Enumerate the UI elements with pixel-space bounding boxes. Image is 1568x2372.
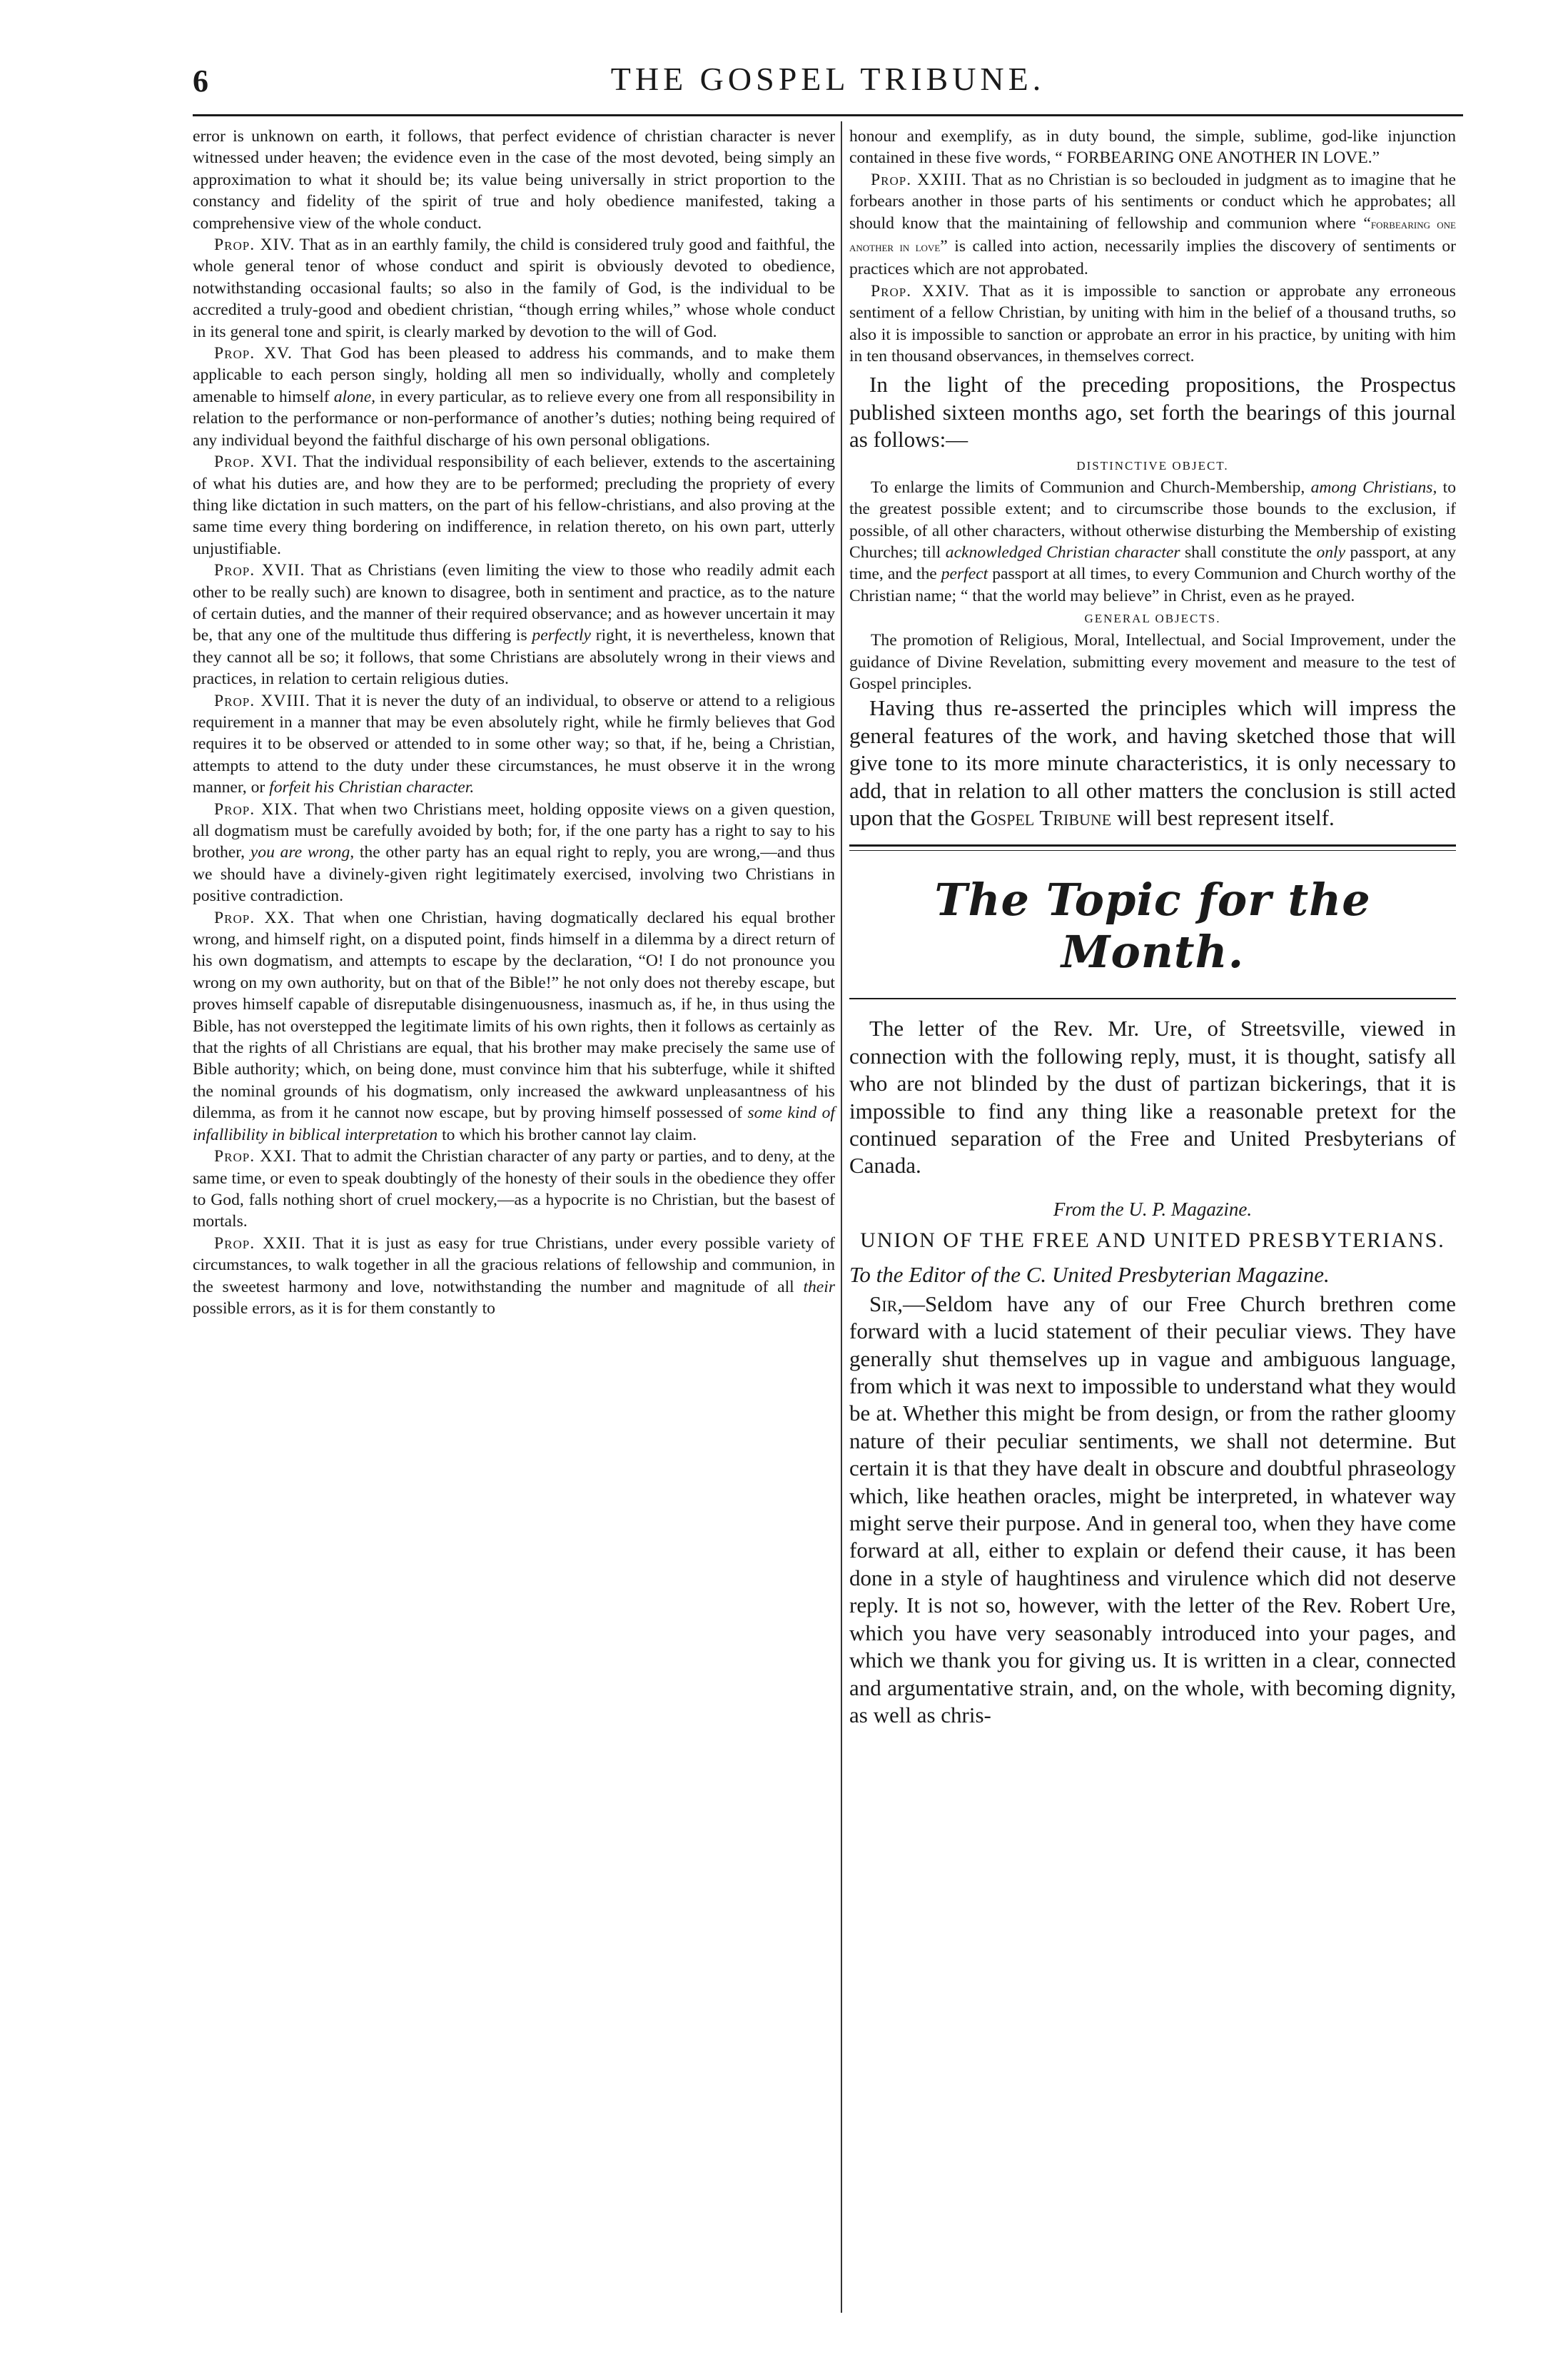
prop-text: the other party has an equal right to reply, you are wrong,—and thus we should have a divinely-given right legitimately exercised, involving two Christians in positive contradiction. [193, 843, 835, 906]
caps-span: Gospel Tribune [970, 804, 1112, 830]
prop-text: That as in an earthly family, the child is considered truly good and faithful, the whole general tenor of whose conduct and spirit is obviously devoted to obedience, notwithstanding occasional faults; so also in the family of God, is the individual to be accredited a truly-good and obedient christian, “though erring whiles,” whose whole conduct in its general tone and spirit, is clearly marked by devotion to the will of God. [193, 236, 835, 341]
prop-emphasis: their [803, 1277, 835, 1296]
intro-paragraph: error is unknown on earth, it follows, that perfect evidence of christian character is never witnessed under heaven; the evidence even in the case of the most devoted, being simply an approximation to what it should be; its value being universally in strict proportion to the constancy and fidelity of the spirit of true and holy obedience manifested, taking a comprehensive view of the whole conduct. [193, 127, 835, 233]
emphasis-span: only [1316, 542, 1346, 562]
page-header [193, 60, 1463, 110]
prop-label: Prop. XIX. [214, 799, 298, 819]
prop-text: That the individual responsibility of each believer, extends to the ascertaining of what his duties are, and how they are to be performed; precluding the propriety of every thing like dictation in such matters, on the part of his fellow-christians, and also proving at the same time every thing bordering on indifference, in relation thereto, on his own part, utterly unjustifiable. [193, 453, 836, 558]
proposition-15 [193, 343, 835, 451]
closing-paragraph [849, 695, 1456, 832]
proposition-20 [193, 907, 835, 1146]
prop-caps: forbearing one another in love [849, 216, 1456, 256]
article-heading: UNION OF THE FREE AND UNITED PRESBYTERIANS. [860, 1228, 1445, 1252]
prop-emphasis: forfeit his Christian character. [269, 778, 475, 797]
text-span: passport, at any time, and the [849, 542, 1457, 584]
proposition-24 [849, 281, 1456, 368]
emphasis-span: among Christians, [1310, 478, 1437, 497]
right-propositions [849, 126, 1456, 367]
proposition-22 [193, 1233, 835, 1320]
emphasis-span: perfect [941, 565, 988, 584]
prop-text: That as no Christian is so beclouded in judgment as to imagine that he forbears another in those parts of his sentiments or conduct which he approbates; all should know that the maintaining of fellowship and communion where “ [849, 170, 1457, 233]
prop-text: in every particular, as to relieve every one from all responsibility in relation to the performance or non-performance of another’s duties; nothing being required of any individual beyond the faithful discharge of his own personal obligations. [193, 387, 835, 450]
prop-text: That God has been pleased to address his commands, and to make them applicable to each person singly, holding all men so individually, wholly and completely amenable to himself [193, 344, 835, 406]
section-rule [849, 844, 1456, 851]
prop-text: possible errors, as it is for them constantly to [193, 1298, 495, 1318]
prop-text: That it is never the duty of an individual, to observe or attend to a religious requirement in a manner that may be even absolutely right, while he firmly believes that God requires it to be observed or attended to in some other way; so that, if he, being a Christian, attempts to attend to the duty under these circumstances, he must observe it in the wrong manner, or [193, 691, 836, 797]
text-span: passport at all times, to every Communion and Church worthy of the Christian name; “ that the world may believe” in Christ, even as he prayed. [849, 565, 1456, 605]
text-span: To enlarge the limits of Communion and Church-Membership, [871, 478, 1305, 497]
editor-address: To the Editor of the C. United Presbyterian Magazine. [849, 1261, 1330, 1287]
right-column [849, 126, 1456, 1729]
prop-text: to which his brother cannot lay claim. [442, 1125, 697, 1144]
prop-text: That it is just as easy for true Christians, under every possible variety of circumstances, to walk together in all the gracious relations of fellowship and communion, in the sweetest harmony and love, notwithstanding the number and magnitude of all [193, 1233, 835, 1296]
source-line: From the U. P. Magazine. [1053, 1198, 1253, 1220]
prop-text: That as Christians (even limiting the view to those who readily admit each other to be really such) are known to disagree, both in sentiment and practice, as to the nature of certain duties, and the manner of their required observance; and as however uncertain it may be, that any one of the multitude thus differing is [193, 561, 835, 645]
text-span: to the greatest possible extent; and to circumscribe those bounds to the exclusion, if possible, of all other characters, without otherwise disturbing the Membership of existing Churches; till [849, 478, 1456, 562]
prop-text: That when two Christians meet, holding opposite views on a given question, all dogmatism must be carefully avoided by both; for, if the one party has a right to say to his brother, [193, 799, 835, 862]
prop-label: Prop. XXI. [214, 1147, 298, 1166]
prop-text: That when one Christian, having dogmatically declared his equal brother wrong, and himself right, on a disputed point, finds himself in a dilemma by a direct return of his own dogmatism, and attempts to escape by the declaration, “O! I do not pronounce you wrong on my own authority, but on that of the Bible!” he not only does not thereby escape, but proves himself capable of disreputable disingenuousness, inasmuch as, if he, in thus using the Bible, has not overstepped the legitimate limits of his own rights, then it follows as certainly as that the rights of all Christians are equal, that his brother may make precisely the same use of Bible authority; which, on being done, must convince him that his subterfuge, while it shifted the nominal grounds of his dogmatism, only increased the awkward unpleasantness of his dilemma, as from it he cannot now escape, but by proving himself possessed of [193, 908, 835, 1123]
distinctive-heading: DISTINCTIVE OBJECT. [1076, 458, 1229, 473]
prospectus-intro [849, 371, 1456, 453]
letter-text [849, 1291, 1456, 1730]
distinctive-text [849, 477, 1456, 607]
prop-emphasis: you are wrong, [250, 843, 355, 862]
prop-emphasis: perfectly [532, 626, 591, 645]
closing-text [849, 695, 1456, 832]
topic-heading: The Topic for the Month. [934, 874, 1371, 979]
proposition-14 [193, 234, 835, 343]
text-span: Having thus re-asserted the principles which will impress the general features of the work, and having sketched those that will give tone to its more minute characteristics, it is only necessary to add, that in relation to all other matters the conclusion is still acted upon that the [849, 695, 1456, 830]
prop-text: That as it is impossible to sanction or approbate any erroneous sentiment of a fellow Christian, by uniting with him in the belief of a thousand truths, so also it is impossible to sanction or approbate an error in his practice, by uniting with him in ten thousand observances, in themselves correct. [849, 281, 1456, 366]
prop-label: Prop. XIV. [214, 236, 295, 255]
proposition-19 [193, 799, 835, 907]
prop-emphasis: alone, [333, 387, 376, 406]
prop-label: Prop. XVI. [214, 453, 298, 472]
text-span: shall constitute the [1184, 542, 1312, 562]
prop-label: Prop. XV. [214, 344, 293, 363]
text-span: will best represent itself. [1117, 804, 1335, 830]
prop-label: Prop. XXIV. [871, 281, 970, 301]
topic-paragraph [849, 1015, 1456, 1179]
proposition-18 [193, 690, 835, 799]
distinctive-object [849, 477, 1456, 607]
header-rule [193, 114, 1463, 116]
prop-label: Prop. XX. [214, 908, 295, 927]
prop-text: ” is called into action, necessarily implies the discovery of sentiments or practices which are not approbated. [849, 237, 1456, 279]
prop-label: Prop. XVII. [214, 561, 305, 580]
general-objects [849, 630, 1456, 695]
prop-emphasis: some kind of infallibility in biblical interpretation [193, 1104, 835, 1144]
prop-text: That to admit the Christian character of any party or parties, and to deny, at the same time, or even to speak doubtingly of the honesty of their souls in the obedience they offer to God, falls nothing short of cruel mockery,—as a hypocrite is no Christian, but the basest of mortals. [193, 1147, 835, 1231]
prop-label: Prop. XXII. [214, 1233, 306, 1253]
proposition-23 [849, 169, 1456, 281]
column-divider [841, 121, 842, 2313]
general-text: The promotion of Religious, Moral, Intellectual, and Social Improvement, under the guidance of Divine Revelation, submitting every movement and measure to the test of Gospel principles. [849, 631, 1456, 693]
proposition-17 [193, 560, 835, 690]
journal-title: THE GOSPEL TRIBUNE. [610, 61, 1046, 97]
text-span: —Seldom have any of our Free Church brethren come forward with a lucid statement of their peculiar views. They have generally shut themselves up in vague and ambiguous language, from which it was next to impossible to understand what they would be at. Whether this might be from design, or from the rather gloomy nature of their peculiar sentiments, we shall not determine. But certain it is that they have dealt in obscure and doubtful phraseology which, like heathen oracles, might be interpreted, in whatever way might serve their purpose. And in general too, when they have come forward at all, either to explain or defend their cause, it has been done in a style of haughtiness and virulence which did not deserve reply. It is not so, however, with the letter of the Rev. Robert Ure, which you have very seasonably introduced into your pages, and which we thank you for giving us. It is written in a clear, connected and argumentative strain, and, on the whole, with becoming dignity, as well as chris- [849, 1291, 1456, 1727]
salutation: Sir, [869, 1291, 903, 1316]
left-column [193, 126, 835, 1319]
general-heading: GENERAL OBJECTS. [1084, 612, 1221, 626]
emphasis-span: acknowledged Christian character [945, 542, 1180, 562]
proposition-21 [193, 1146, 835, 1233]
continuation-paragraph: honour and exemplify, as in duty bound, the simple, sublime, god-like injunction contained in these five words, “ FORBEARING ONE ANOTHER IN LOVE.” [849, 127, 1456, 168]
letter-body [849, 1291, 1456, 1730]
prop-label: Prop. XXIII. [871, 170, 967, 189]
prop-text: right, it is nevertheless, known that they cannot all be so; it follows, that some Christians are absolutely wrong in their views and practices, in relation to certain religious duties. [193, 626, 835, 689]
page-number: 6 [193, 64, 208, 99]
topic-rule [849, 998, 1456, 999]
prospectus-intro-text: In the light of the preceding propositions, the Prospectus published sixteen months ago, set forth the bearings of this journal as follows:— [849, 372, 1456, 453]
proposition-16 [193, 451, 835, 560]
prop-label: Prop. XVIII. [214, 691, 310, 710]
topic-text: The letter of the Rev. Mr. Ure, of Streetsville, viewed in connection with the following reply, must, it is thought, satisfy all who are not blinded by the dust of partizan bickerings, that it is impossible to find any thing like a reasonable pretext for the continued separation of the Free and United Presbyterians of Canada. [849, 1016, 1456, 1179]
